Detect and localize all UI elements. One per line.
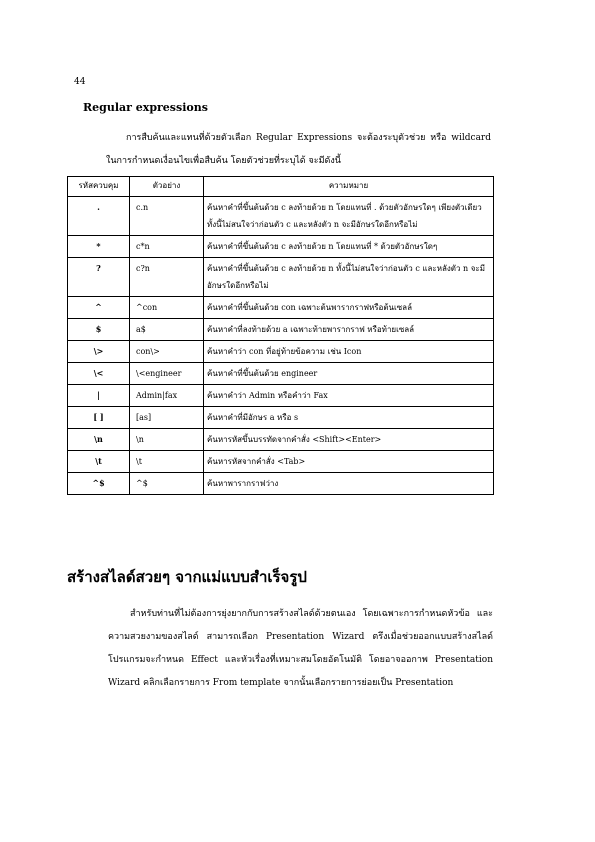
body-paragraph-block (108, 603, 493, 695)
table-row (68, 319, 494, 341)
cell-code: ^$ (68, 473, 130, 495)
cell-code: [ ] (68, 407, 130, 429)
cell-meaning: ค้นหาคำที่ลงท้ายด้วย a เฉพาะท้ายพารากราฟ หรือท้ายเซลล์ (204, 319, 494, 341)
table-row (68, 236, 494, 258)
table-row (68, 473, 494, 495)
cell-example: \t (130, 451, 204, 473)
page-number: 44 (74, 77, 86, 87)
cell-code: * (68, 236, 130, 258)
cell-meaning: ค้นหาคำที่ขึ้นต้นด้วย con เฉพาะต้นพารากราฟหรือต้นเซลล์ (204, 297, 494, 319)
table-row (68, 363, 494, 385)
table-row (68, 197, 494, 236)
table-row (68, 429, 494, 451)
header-example: ตัวอย่าง (130, 177, 204, 197)
cell-code: $ (68, 319, 130, 341)
cell-code: | (68, 385, 130, 407)
section-heading: Regular expressions (83, 101, 208, 114)
table-row (68, 385, 494, 407)
cell-code: \> (68, 341, 130, 363)
cell-meaning: ค้นหาคำที่ขึ้นต้นด้วย c ลงท้ายด้วย n โดยแทนที่ . ด้วยตัวอักษรใดๆ เพียงตัวเดียว ทั้งนี้ไม่สนใจว่าก่อนตัว c และหลังตัว n จะมีอักษรใดอีกหรือไม่ (204, 197, 494, 236)
header-control-code: รหัสควบคุม (68, 177, 130, 197)
intro-paragraph-block (106, 127, 491, 173)
cell-example: ^$ (130, 473, 204, 495)
cell-example: con\> (130, 341, 204, 363)
table-row (68, 407, 494, 429)
header-meaning: ความหมาย (204, 177, 494, 197)
table-row (68, 297, 494, 319)
cell-example: [as] (130, 407, 204, 429)
cell-code: ^ (68, 297, 130, 319)
intro-paragraph: การสืบค้นและแทนที่ด้วยตัวเลือก Regular Expressions จะต้องระบุตัวช่วย หรือ wildcard ในการกำหนดเงื่อนไขเพื่อสืบค้น โดยตัวช่วยที่ระบุได้ จะมีดังนี้ (106, 133, 491, 166)
cell-example: c?n (130, 258, 204, 297)
cell-code: ? (68, 258, 130, 297)
cell-meaning: ค้นหาคำที่ขึ้นต้นด้วย c ลงท้ายด้วย n ทั้งนี้ไม่สนใจว่าก่อนตัว c และหลังตัว n จะมีอักษรใดอีกหรือไม่ (204, 258, 494, 297)
body-paragraph: สำหรับท่านที่ไม่ต้องการยุ่งยากกับการสร้างสไลด์ด้วยตนเอง โดยเฉพาะการกำหนดหัวข้อ และความสวยงามของสไลด์ สามารถเลือก Presentation Wizard ตรึงเมื่อช่วยออกแบบสร้างสไลด์ โปรแกรมจะกำหนด Effect และหัวเรื่องที่เหมาะสมโดยอัตโนมัติ โดยอาจออกาพ Presentation Wizard คลิกเลือกรายการ From template จากนั้นเลือกรายการย่อยเป็น Presentation (108, 609, 493, 688)
table-header-row (68, 177, 494, 197)
cell-example: ^con (130, 297, 204, 319)
cell-example: c*n (130, 236, 204, 258)
table-row (68, 341, 494, 363)
cell-example: a$ (130, 319, 204, 341)
table-row (68, 451, 494, 473)
cell-code: \< (68, 363, 130, 385)
regex-table (67, 176, 494, 495)
cell-example: Admin|fax (130, 385, 204, 407)
cell-meaning: ค้นหาคำว่า Admin หรือคำว่า Fax (204, 385, 494, 407)
page-title: สร้างสไลด์สวยๆ จากแม่แบบสำเร็จรูป (67, 568, 307, 586)
cell-meaning: ค้นหาคำว่า con ที่อยู่ท้ายข้อความ เช่น Icon (204, 341, 494, 363)
cell-meaning: ค้นหาคำที่มีอักษร a หรือ s (204, 407, 494, 429)
cell-meaning: ค้นหารหัสจากคำสั่ง <Tab> (204, 451, 494, 473)
cell-meaning: ค้นหารหัสขึ้นบรรทัดจากคำสั่ง <Shift><Enter> (204, 429, 494, 451)
cell-code: \t (68, 451, 130, 473)
cell-example: \n (130, 429, 204, 451)
cell-meaning: ค้นหาพารากราฟว่าง (204, 473, 494, 495)
cell-code: \n (68, 429, 130, 451)
cell-meaning: ค้นหาคำที่ขึ้นต้นด้วย c ลงท้ายด้วย n โดยแทนที่ * ด้วยตัวอักษรใดๆ (204, 236, 494, 258)
table-row (68, 258, 494, 297)
cell-example: \<engineer (130, 363, 204, 385)
cell-meaning: ค้นหาคำที่ขึ้นต้นด้วย engineer (204, 363, 494, 385)
cell-code: . (68, 197, 130, 236)
cell-example: c.n (130, 197, 204, 236)
